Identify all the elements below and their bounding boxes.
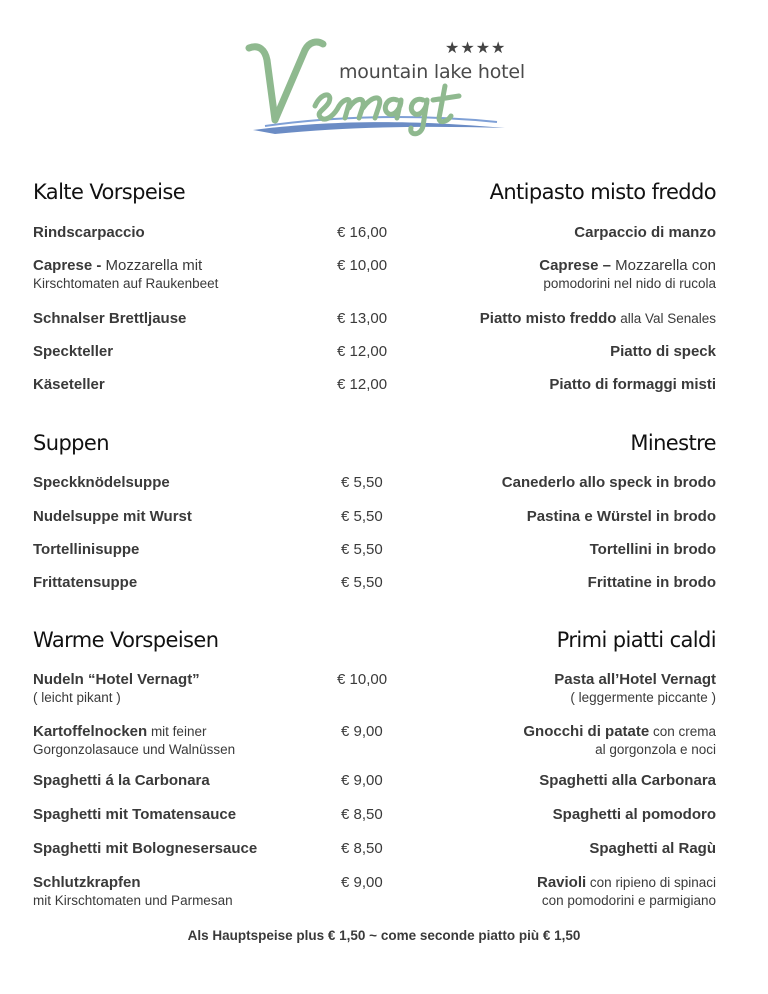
dish-name-de: Speckknödelsuppe [33,474,170,491]
dish-name-it: Pastina e Würstel in brodo [526,508,716,525]
dish-desc-de-line2: mit Kirschtomaten und Parmesan [33,893,233,908]
dish-name-it: Spaghetti al pomodoro [552,806,716,823]
dish-name-it: Spaghetti alla Carbonara [539,772,716,789]
star-rating: ★★★★ [445,40,507,57]
dish-name-it: Piatto misto freddo [479,310,617,327]
dish-desc-it: con ripieno di spinaci [586,875,716,890]
dish-price: € 8,50 [341,840,383,857]
dish-price: € 9,00 [341,723,383,740]
dish-name-it: Canederlo allo speck in brodo [501,474,716,491]
dish-desc-de-line2: ( leicht pikant ) [33,690,121,705]
dish-name-de: Nudeln “Hotel Vernagt” [33,671,200,688]
dish-price: € 8,50 [341,806,383,823]
dish-desc-de: Mozzarella mit [101,257,203,274]
section-title-it: Primi piatti caldi [556,628,716,652]
dish-desc-de-line2: Kirschtomaten auf Raukenbeet [33,276,219,291]
dish-price: € 5,50 [341,474,383,491]
section-title-it: Antipasto misto freddo [489,180,716,204]
dish-name-it: Spaghetti al Ragù [589,840,716,857]
dish-desc-de-line2: Gorgonzolasauce und Walnüssen [33,742,236,757]
dish-name-it: Frittatine in brodo [587,574,716,591]
dish-price: € 9,00 [341,772,383,789]
dish-price: € 12,00 [337,376,388,393]
dish-name-it: Gnocchi di patate [523,723,650,740]
dish-desc-it-line2: ( leggermente piccante ) [570,690,716,705]
dish-price: € 13,00 [337,310,388,327]
section-title-de: Warme Vorspeisen [33,628,219,652]
dish-name-de: Spaghetti á la Carbonara [33,772,210,789]
dish-name-it: Carpaccio di manzo [574,224,716,241]
dish-price: € 9,00 [341,874,383,891]
dish-name-de: Rindscarpaccio [33,224,145,241]
dish-price: € 5,50 [341,541,383,558]
dish-desc-it: con crema [649,724,716,739]
dish-name-de: Schlutzkrapfen [33,874,141,891]
dish-name-it: Ravioli [536,874,587,891]
dish-name-de: Kartoffelnocken [33,723,148,740]
dish-price: € 5,50 [341,508,383,525]
dish-price: € 10,00 [337,671,388,688]
dish-name-it: Piatto di formaggi misti [549,376,716,393]
dish-name-de: Käseteller [33,376,105,393]
dish-desc-it-line2: al gorgonzola e noci [595,742,716,757]
dish-price: € 12,00 [337,343,388,360]
section-title-de: Kalte Vorspeise [33,180,186,204]
dish-name-de: Nudelsuppe mit Wurst [33,508,192,525]
hotel-logo [235,30,535,145]
dish-name-it: Tortellini in brodo [589,541,716,558]
dish-desc-it: Mozzarella con [610,257,716,274]
section-title-it: Minestre [630,431,716,455]
dish-name-de: Spaghetti mit Tomatensauce [33,806,237,823]
dish-name-de: Caprese - [33,257,102,274]
section-title-de: Suppen [33,431,109,455]
dish-name-it: Pasta all’Hotel Vernagt [554,671,716,688]
dish-name-de: Spaghetti mit Bolognesersauce [33,840,258,857]
footer-note: Als Hauptspeise plus € 1,50 ~ come seconde piatto più € 1,50 [187,928,581,943]
dish-desc-de: mit feiner [147,724,207,739]
dish-desc-it-line2: con pomodorini e parmigiano [541,893,716,908]
dish-desc-it: alla Val Senales [616,311,716,326]
logo-tagline: mountain lake hotel [339,61,525,83]
dish-name-de: Tortellinisuppe [33,541,140,558]
dish-name-it: Piatto di speck [610,343,716,360]
dish-price: € 10,00 [337,257,388,274]
dish-desc-it-line2: pomodorini nel nido di rucola [543,276,716,291]
dish-price: € 5,50 [341,574,383,591]
dish-name-it: Caprese – [539,257,611,274]
dish-name-de: Frittatensuppe [33,574,138,591]
dish-name-de: Speckteller [33,343,114,360]
dish-name-de: Schnalser Brettljause [33,310,187,327]
dish-price: € 16,00 [337,224,388,241]
